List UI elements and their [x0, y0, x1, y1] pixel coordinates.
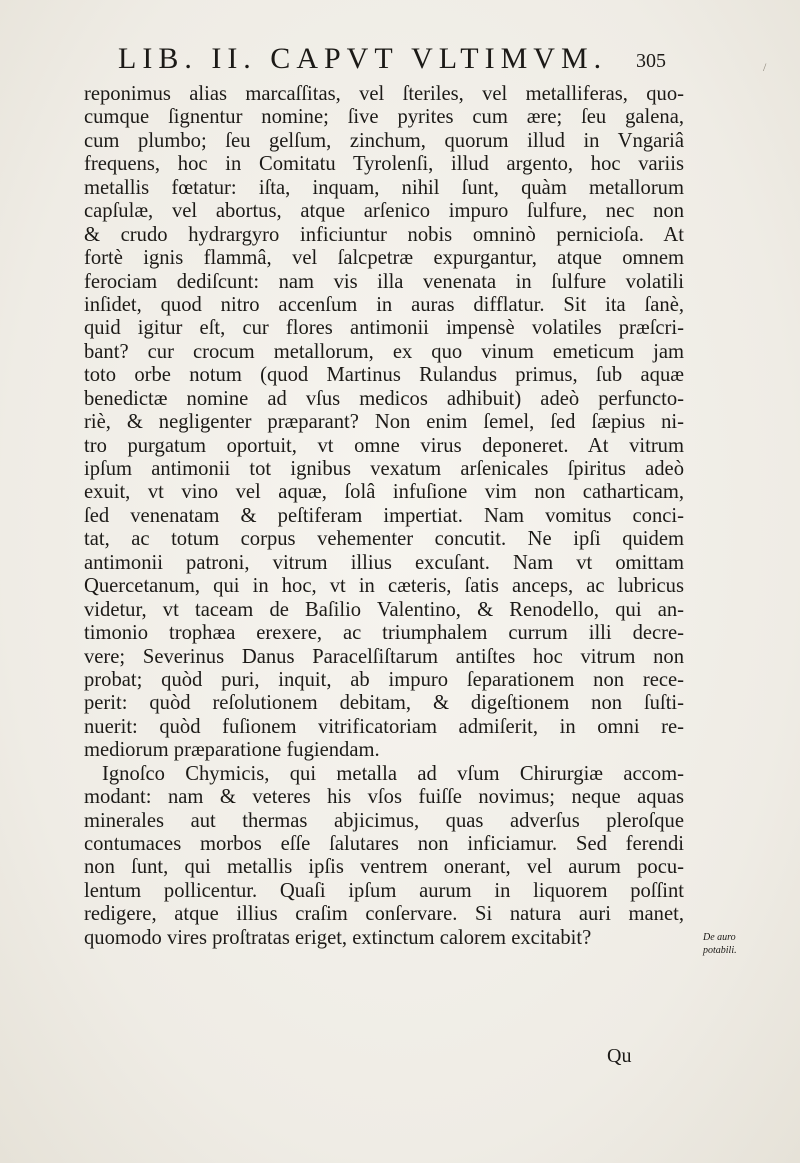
- text-line: ipſum antimonii tot ignibus vexatum arſenicales ſpiritus adeò: [84, 458, 684, 480]
- text-line: Ignoſco Chymicis, qui metalla ad vſum Chirurgiæ accom-: [102, 762, 684, 785]
- text-line: videtur, vt taceam de Baſilio Valentino, & Renodello, qui an-: [84, 598, 684, 621]
- text-line: probat; quòd puri, inquit, ab impuro ſeparationem non rece-: [84, 668, 684, 691]
- text-line: tro purgatum oportuit, vt omne virus deponeret. At vitrum: [84, 434, 684, 457]
- text-line: mediorum præparatione fugiendam.: [84, 739, 380, 762]
- body-text: [84, 83, 684, 950]
- text-line: capſulæ, vel abortus, atque arſenico impuro ſulfure, nec non: [84, 200, 684, 223]
- text-line: lentum pollicentur. Quaſi ipſum aurum in liquorem poſſint: [84, 879, 684, 902]
- text-line: inſidet, quod nitro accenſum in auras difflatur. Sit ita ſanè,: [84, 293, 684, 316]
- text-line: ſed venenatam & peſtiferam impertiat. Nam vomitus conci-: [84, 504, 684, 527]
- running-head: LIB. II. CAPVT VLTIMVM.: [118, 42, 608, 75]
- text-line: quid igitur eſt, cur flores antimonii impensè volatiles præſcri-: [84, 317, 684, 340]
- catchword: Qu: [607, 1045, 632, 1067]
- text-line: tat, ac totum corpus vehementer concutit. Ne ipſi quidem: [84, 528, 684, 551]
- page-header: [118, 42, 666, 82]
- text-line: reponimus alias marcaſſitas, vel ſteriles, vel metalliferas, quo-: [84, 83, 684, 105]
- text-line: quomodo vires proſtratas eriget, extinctum calorem excitabit?: [84, 926, 592, 949]
- text-line: metallis fœtatur: iſta, inquam, nihil ſunt, quàm metallorum: [84, 176, 684, 199]
- text-line: frequens, hoc in Comitatu Tyrolenſi, illud argento, hoc variis: [84, 153, 684, 176]
- text-line: non ſunt, qui metallis ipſis ventrem onerant, vel aurum pocu-: [84, 856, 684, 879]
- text-line: nuerit: quòd fuſionem vitrificatoriam admiſerit, in omni re-: [84, 715, 684, 738]
- marginal-note: De auro potabili.: [703, 932, 737, 956]
- text-line: modant: nam & veteres his vſos fuiſſe novimus; neque aquas: [84, 786, 684, 809]
- page-number: 305: [636, 50, 666, 72]
- text-line: redigere, atque illius craſim conſervare. Si natura auri manet,: [84, 903, 684, 926]
- text-line: cum plumbo; ſeu gelſum, zinchum, quorum illud in Vngariâ: [84, 129, 684, 152]
- text-line: vere; Severinus Danus Paracelſiſtarum antiſtes hoc vitrum non: [84, 645, 684, 668]
- text-line: cumque ſignentur nomine; ſive pyrites cum ære; ſeu galena,: [84, 106, 684, 129]
- text-line: benedictæ nomine ad vſus medicos adhibuit) adeò perfuncto-: [84, 387, 684, 410]
- text-line: timonio trophæa erexere, ac triumphalem currum illi decre-: [84, 622, 684, 645]
- text-line: contumaces morbos eſſe ſalutares non inficiamur. Sed ferendi: [84, 833, 684, 855]
- text-line: fortè ignis flammâ, vel ſalcpetræ expurgantur, atque omnem: [84, 247, 684, 270]
- text-line: antimonii patroni, vitrum illius excuſant. Nam vt omittam: [84, 551, 684, 574]
- page-corner-mark: /: [763, 60, 767, 74]
- text-line: Quercetanum, qui in hoc, vt in cæteris, ſatis anceps, ac lubricus: [84, 575, 684, 598]
- text-line: & crudo hydrargyro inficiuntur nobis omninò pernicioſa. At: [84, 223, 684, 246]
- text-line: bant? cur crocum metallorum, ex quo vinum emeticum jam: [84, 340, 684, 363]
- text-line: toto orbe notum (quod Martinus Rulandus primus, ſub aquæ: [84, 364, 684, 387]
- text-line: riè, & negligenter præparant? Non enim ſemel, ſed ſæpius ni-: [84, 411, 684, 434]
- text-line: exuit, vt vino vel aquæ, ſolâ infuſione vim non catharticam,: [84, 481, 684, 504]
- text-line: ferociam dediſcunt: nam vis illa venenata in ſulfure volatili: [84, 270, 684, 293]
- text-line: minerales aut thermas abjicimus, quas adverſus pleroſque: [84, 809, 684, 832]
- text-line: perit: quòd reſolutionem debitam, & digeſtionem non ſuſti-: [84, 692, 684, 715]
